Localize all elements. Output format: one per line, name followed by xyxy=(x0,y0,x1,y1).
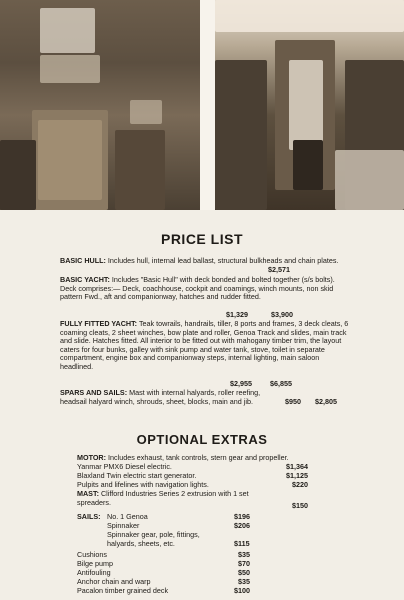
price-basic-yacht-a: $1,329 xyxy=(226,310,248,319)
extra-line: Anchor chain and warp xyxy=(77,577,151,586)
extra-line: Yanmar PMX6 Diesel electric. xyxy=(77,462,172,471)
price-item-basic-yacht xyxy=(60,276,350,302)
extra-line: Pulpits and lifelines with navigation lights. xyxy=(77,480,209,489)
extra-line: Cushions xyxy=(77,550,107,559)
extra-line: No. 1 Genoa xyxy=(107,512,148,521)
extra-price: $1,364 xyxy=(286,462,308,471)
extra-price: $150 xyxy=(292,501,308,510)
price-list-title: PRICE LIST xyxy=(160,231,243,247)
price-basic-yacht-b: $3,900 xyxy=(271,310,293,319)
price-spars-sails-b: $2,805 xyxy=(315,397,337,406)
extra-mast xyxy=(77,490,267,507)
price-fully-fitted-a: $2,955 xyxy=(230,379,252,388)
price-basic-hull: $2,571 xyxy=(268,265,290,274)
price-item-spars-sails xyxy=(60,389,285,406)
extra-line: Spinnaker gear, pole, fittings, halyards, sheets, etc. xyxy=(107,530,200,548)
price-item-label: BASIC HULL: xyxy=(60,256,106,265)
price-item-label: FULLY FITTED YACHT: xyxy=(60,319,138,328)
extra-price: $50 xyxy=(238,568,250,577)
price-item-basic-hull xyxy=(60,257,350,266)
price-item-fully-fitted xyxy=(60,320,350,372)
photo-cabin-forward-view xyxy=(215,0,404,210)
extra-price: $206 xyxy=(234,521,250,530)
extra-price: $100 xyxy=(234,586,250,595)
extra-price: $196 xyxy=(234,512,250,521)
price-item-text: Mast with internal halyards, roller reefing, headsail halyard winch, shrouds, sheet, blocks, main and jib. xyxy=(60,388,261,406)
extra-text: Clifford Industries Series 2 extrusion with 1 set spreaders. xyxy=(77,489,249,507)
price-spars-sails-a: $950 xyxy=(285,397,301,406)
extra-line: Bilge pump xyxy=(77,559,113,568)
extra-label: MAST: xyxy=(77,489,99,498)
extra-price: $220 xyxy=(292,480,308,489)
price-item-text: Includes "Basic Hull" with deck bonded and bolted together (s/s bolts). Deck comprises:— Deck, coachhouse, cockpit and coamings, winch mounts, non skid pattern Fwd., aft and companionway, hatches and rudder fitted. xyxy=(60,275,335,302)
extra-label: SAILS: xyxy=(77,512,101,521)
extra-price: $35 xyxy=(238,550,250,559)
interior-photos xyxy=(0,0,404,210)
extra-line: Antifouling xyxy=(77,568,111,577)
extra-price: $70 xyxy=(238,559,250,568)
price-item-text: Includes hull, internal lead ballast, structural bulkheads and chain plates. xyxy=(107,256,339,265)
price-item-label: BASIC YACHT: xyxy=(60,275,110,284)
optional-extras-title: OPTIONAL EXTRAS xyxy=(136,432,268,447)
extra-line: Spinnaker xyxy=(107,521,140,530)
price-item-text: Teak towrails, handrails, tiller, 8 ports and frames, 3 deck cleats, 6 coaming cleats, 2 sheet winches, bow plate and roller, Genoa Track and slides, main track and slide. Hatches fitted. All interior to be fitted out with mahogany timber trim, the layout caters for four bunks, galley with sink pump and water tank, stove, toilet in separate compartment, engine box and companionway steps, internal lighting, main saloon headlined. xyxy=(60,319,349,371)
price-fully-fitted-b: $6,855 xyxy=(270,379,292,388)
photo-gutter xyxy=(200,0,215,210)
photo-cabin-aft-view xyxy=(0,0,200,210)
extra-line: Pacalon timber grained deck xyxy=(77,586,169,595)
extra-price: $1,125 xyxy=(286,471,308,480)
extra-price: $35 xyxy=(238,577,250,586)
price-item-label: SPARS AND SAILS: xyxy=(60,388,128,397)
extra-price: $115 xyxy=(234,539,250,548)
extra-line: Blaxland Twin electric start generator. xyxy=(77,471,197,480)
extra-text: Includes exhaust, tank controls, stern gear and propeller. xyxy=(108,453,289,462)
extra-label: MOTOR: xyxy=(77,453,107,462)
